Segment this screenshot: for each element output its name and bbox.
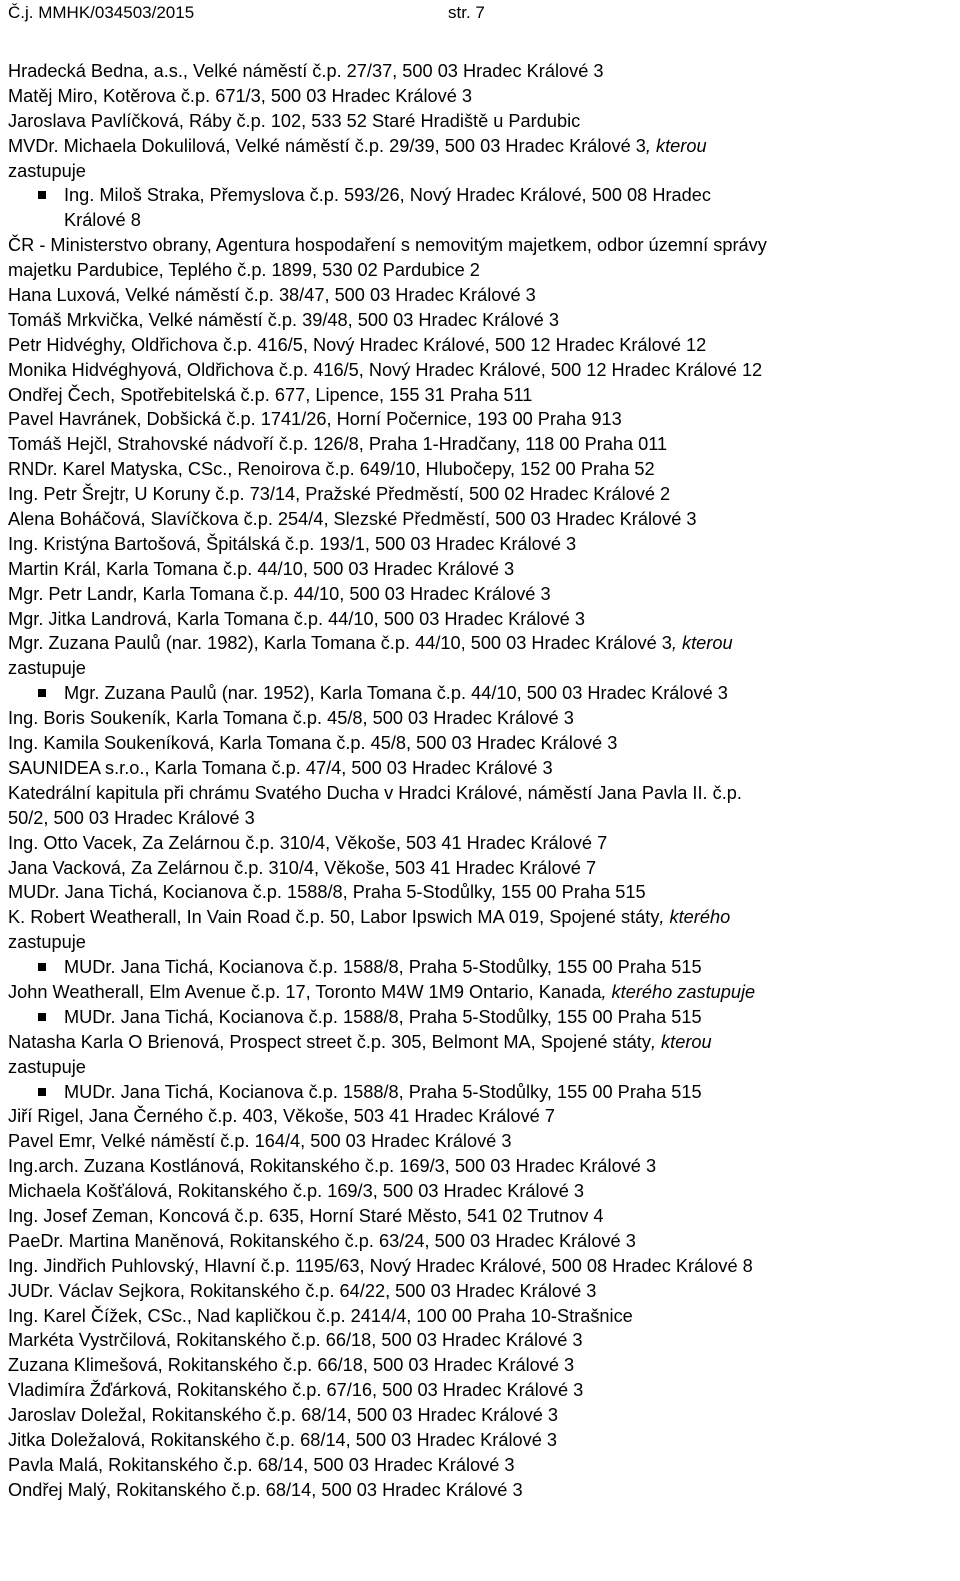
entry-text: majetku Pardubice, Teplého č.p. 1899, 530 02 Pardubice 2: [8, 260, 480, 281]
participant-entry: [8, 507, 953, 532]
participant-entry: [8, 308, 953, 333]
participant-entry: [8, 532, 953, 557]
entry-text: Vladimíra Žďárková, Rokitanského č.p. 67/16, 500 03 Hradec Králové 3: [8, 1380, 584, 1401]
participant-entry: [8, 631, 953, 656]
representation-note: , kterou: [645, 135, 707, 156]
entry-text: Pavel Emr, Velké náměstí č.p. 164/4, 500 03 Hradec Králové 3: [8, 1131, 512, 1152]
participant-entry: [8, 1154, 953, 1179]
participant-entry: [8, 781, 953, 806]
representative-text: Mgr. Zuzana Paulů (nar. 1952), Karla Tomana č.p. 44/10, 500 03 Hradec Králové 3: [64, 683, 728, 704]
representative-entry: [8, 1005, 953, 1030]
participant-entry: [8, 84, 953, 109]
entry-text: ČR - Ministerstvo obrany, Agentura hospodaření s nemovitým majetkem, odbor územní správy: [8, 235, 767, 256]
entry-text: Pavel Havránek, Dobšická č.p. 1741/26, Horní Počernice, 193 00 Praha 913: [8, 409, 622, 430]
representative-text: Ing. Miloš Straka, Přemyslova č.p. 593/26, Nový Hradec Králové, 500 08 Hradec: [64, 185, 711, 206]
entry-continuation: zastupuje: [8, 1056, 86, 1077]
entry-text: Alena Boháčová, Slavíčkova č.p. 254/4, Slezské Předměstí, 500 03 Hradec Králové 3: [8, 509, 697, 530]
entry-text: Mgr. Jitka Landrová, Karla Tomana č.p. 44/10, 500 03 Hradec Králové 3: [8, 608, 585, 629]
entry-text: Jaroslav Doležal, Rokitanského č.p. 68/14, 500 03 Hradec Králové 3: [8, 1405, 558, 1426]
representation-note: , kterého zastupuje: [601, 981, 756, 1002]
participant-entry: [8, 1403, 953, 1428]
participant-entry: [8, 856, 953, 881]
participant-entry: [8, 731, 953, 756]
participant-entry: [8, 1229, 953, 1254]
square-bullet-icon: [38, 689, 46, 697]
entry-text: Jaroslava Pavlíčková, Ráby č.p. 102, 533 52 Staré Hradiště u Pardubic: [8, 110, 581, 131]
entry-text: Mgr. Petr Landr, Karla Tomana č.p. 44/10, 500 03 Hradec Králové 3: [8, 583, 551, 604]
participant-entry: [8, 706, 953, 731]
entry-text: K. Robert Weatherall, In Vain Road č.p. 50, Labor Ipswich MA 019, Spojené státy: [8, 907, 660, 928]
participant-entry: [8, 880, 953, 905]
entry-text: Petr Hidvéghy, Oldřichova č.p. 416/5, Nový Hradec Králové, 500 12 Hradec Králové 12: [8, 334, 707, 355]
entry-text: Ing.arch. Zuzana Kostlánová, Rokitanského č.p. 169/3, 500 03 Hradec Králové 3: [8, 1156, 657, 1177]
representative-entry: [8, 1080, 953, 1105]
square-bullet-icon: [38, 1013, 46, 1021]
participant-entry: [8, 333, 953, 358]
entry-text: Monika Hidvéghyová, Oldřichova č.p. 416/5, Nový Hradec Králové, 500 12 Hradec Králové 12: [8, 359, 763, 380]
entry-text: Hana Luxová, Velké náměstí č.p. 38/47, 500 03 Hradec Králové 3: [8, 285, 536, 306]
square-bullet-icon: [38, 1088, 46, 1096]
participant-entry: [8, 1129, 953, 1154]
participant-entry: [8, 59, 953, 84]
entry-text: Jitka Doležalová, Rokitanského č.p. 68/14, 500 03 Hradec Králové 3: [8, 1429, 557, 1450]
representative-text: MUDr. Jana Tichá, Kocianova č.p. 1588/8, Praha 5-Stodůlky, 155 00 Praha 515: [64, 1006, 702, 1027]
representation-note: , kterou: [671, 633, 733, 654]
participant-entry: [8, 283, 953, 308]
participant-entry: [8, 1279, 953, 1304]
entry-text: Tomáš Mrkvička, Velké náměstí č.p. 39/48, 500 03 Hradec Králové 3: [8, 309, 559, 330]
entry-text: Ondřej Čech, Spotřebitelská č.p. 677, Lipence, 155 31 Praha 511: [8, 384, 533, 405]
participant-entry: [8, 457, 953, 482]
participant-entry: [8, 432, 953, 457]
participant-entry: [8, 1453, 953, 1478]
participant-entry: [8, 756, 953, 781]
participant-entry: [8, 1353, 953, 1378]
entry-text: SAUNIDEA s.r.o., Karla Tomana č.p. 47/4, 500 03 Hradec Králové 3: [8, 757, 553, 778]
square-bullet-icon: [38, 191, 46, 199]
square-bullet-icon: [38, 963, 46, 971]
participant-entry: [8, 482, 953, 507]
entry-text: Ing. Josef Zeman, Koncová č.p. 635, Horní Staré Město, 541 02 Trutnov 4: [8, 1205, 604, 1226]
entry-text: Ing. Otto Vacek, Za Zelárnou č.p. 310/4, Věkoše, 503 41 Hradec Králové 7: [8, 832, 608, 853]
participant-entry: [8, 134, 953, 159]
reference-number: Č.j. MMHK/034503/2015: [8, 3, 195, 22]
participant-entry: [8, 1478, 953, 1503]
participant-entry: [8, 109, 953, 134]
participant-entry: [8, 831, 953, 856]
entry-text: Tomáš Hejčl, Strahovské nádvoří č.p. 126/8, Praha 1-Hradčany, 118 00 Praha 011: [8, 434, 668, 455]
participant-entry: [8, 806, 953, 831]
participant-entry: [8, 980, 953, 1005]
entry-text: Katedrální kapitula při chrámu Svatého Ducha v Hradci Králové, náměstí Jana Pavla II. č.p.: [8, 782, 742, 803]
participant-entry: [8, 1104, 953, 1129]
participant-entry: [8, 557, 953, 582]
entry-text: Michaela Košťálová, Rokitanského č.p. 169/3, 500 03 Hradec Králové 3: [8, 1181, 585, 1202]
participant-entry: [8, 233, 953, 258]
participant-entry: [8, 582, 953, 607]
entry-text: Ing. Karel Čížek, CSc., Nad kapličkou č.p. 2414/4, 100 00 Praha 10-Strašnice: [8, 1305, 633, 1326]
participant-entry: [8, 407, 953, 432]
participant-entry: [8, 1254, 953, 1279]
representation-note: , kterého: [659, 907, 731, 928]
participant-entry: [8, 1328, 953, 1353]
participant-entry: [8, 1204, 953, 1229]
entry-text: Natasha Karla O Brienová, Prospect street č.p. 305, Belmont MA, Spojené státy: [8, 1031, 651, 1052]
entry-text: Ing. Kristýna Bartošová, Špitálská č.p. 193/1, 500 03 Hradec Králové 3: [8, 533, 577, 554]
entry-text: MVDr. Michaela Dokulilová, Velké náměstí č.p. 29/39, 500 03 Hradec Králové 3: [8, 135, 646, 156]
entry-text: Pavla Malá, Rokitanského č.p. 68/14, 500 03 Hradec Králové 3: [8, 1454, 515, 1475]
entry-text: Markéta Vystrčilová, Rokitanského č.p. 66/18, 500 03 Hradec Králové 3: [8, 1330, 583, 1351]
participant-list: [8, 59, 953, 1503]
entry-continuation: Králové 8: [64, 210, 141, 231]
entry-text: Ing. Kamila Soukeníková, Karla Tomana č.p. 45/8, 500 03 Hradec Králové 3: [8, 733, 618, 754]
participant-entry: [8, 1030, 953, 1055]
entry-text: Hradecká Bedna, a.s., Velké náměstí č.p. 27/37, 500 03 Hradec Králové 3: [8, 61, 604, 81]
representative-entry: [8, 955, 953, 980]
entry-text: RNDr. Karel Matyska, CSc., Renoirova č.p. 649/10, Hlubočepy, 152 00 Praha 52: [8, 459, 655, 480]
representative-text: MUDr. Jana Tichá, Kocianova č.p. 1588/8, Praha 5-Stodůlky, 155 00 Praha 515: [64, 1081, 702, 1102]
representation-note: , kterou: [650, 1031, 712, 1052]
representative-text: MUDr. Jana Tichá, Kocianova č.p. 1588/8, Praha 5-Stodůlky, 155 00 Praha 515: [64, 957, 702, 978]
entry-text: Ondřej Malý, Rokitanského č.p. 68/14, 500 03 Hradec Králové 3: [8, 1479, 523, 1500]
entry-text: 50/2, 500 03 Hradec Králové 3: [8, 807, 255, 828]
entry-text: MUDr. Jana Tichá, Kocianova č.p. 1588/8, Praha 5-Stodůlky, 155 00 Praha 515: [8, 882, 646, 903]
entry-text: Jana Vacková, Za Zelárnou č.p. 310/4, Věkoše, 503 41 Hradec Králové 7: [8, 857, 597, 878]
page-number: str. 7: [448, 3, 485, 22]
entry-text: JUDr. Václav Sejkora, Rokitanského č.p. 64/22, 500 03 Hradec Králové 3: [8, 1280, 597, 1301]
participant-entry: [8, 905, 953, 930]
participant-entry: [8, 1179, 953, 1204]
participant-entry: [8, 1428, 953, 1453]
entry-continuation: zastupuje: [8, 658, 86, 679]
entry-text: Martin Král, Karla Tomana č.p. 44/10, 500 03 Hradec Králové 3: [8, 558, 515, 579]
entry-text: Ing. Petr Šrejtr, U Koruny č.p. 73/14, Pražské Předměstí, 500 02 Hradec Králové 2: [8, 484, 671, 505]
participant-entry: [8, 258, 953, 283]
entry-text: Ing. Jindřich Puhlovský, Hlavní č.p. 1195/63, Nový Hradec Králové, 500 08 Hradec Králové 8: [8, 1255, 753, 1276]
entry-text: Zuzana Klimešová, Rokitanského č.p. 66/18, 500 03 Hradec Králové 3: [8, 1355, 575, 1376]
representative-entry: [8, 183, 953, 208]
participant-entry: [8, 1378, 953, 1403]
representative-entry: [8, 681, 953, 706]
participant-entry: [8, 358, 953, 383]
participant-entry: [8, 383, 953, 408]
entry-text: Mgr. Zuzana Paulů (nar. 1982), Karla Tomana č.p. 44/10, 500 03 Hradec Králové 3: [8, 633, 672, 654]
entry-text: PaeDr. Martina Maněnová, Rokitanského č.p. 63/24, 500 03 Hradec Králové 3: [8, 1230, 636, 1251]
participant-entry: [8, 1304, 953, 1329]
entry-text: Jiří Rigel, Jana Černého č.p. 403, Věkoše, 503 41 Hradec Králové 7: [8, 1106, 555, 1127]
entry-continuation: zastupuje: [8, 932, 86, 953]
participant-entry: [8, 607, 953, 632]
entry-text: John Weatherall, Elm Avenue č.p. 17, Toronto M4W 1M9 Ontario, Kanada: [8, 981, 602, 1002]
entry-text: Matěj Miro, Kotěrova č.p. 671/3, 500 03 Hradec Králové 3: [8, 85, 473, 106]
entry-text: Ing. Boris Soukeník, Karla Tomana č.p. 45/8, 500 03 Hradec Králové 3: [8, 708, 574, 729]
entry-continuation: zastupuje: [8, 160, 86, 181]
